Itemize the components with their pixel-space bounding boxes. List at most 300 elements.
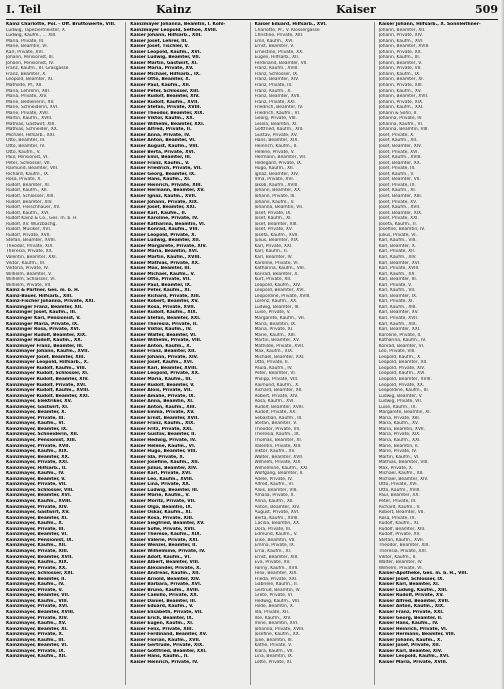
directory-entry: Leopold, Beamter, XI. bbox=[6, 77, 54, 83]
directory-entry: Heinrich, Kaufm., II. bbox=[254, 144, 298, 150]
directory-entry: Rudolf, Kaufm., XI. bbox=[378, 521, 420, 527]
directory-entry: Kaiser Fritz, Private, XXI. bbox=[130, 426, 193, 432]
directory-entry: Kainzmayer, Private, III. bbox=[6, 526, 66, 532]
directory-entry: Kaiser Rudolf, Beamter, XIV. bbox=[130, 94, 200, 100]
directory-entry: Peter, Private, III. bbox=[378, 499, 417, 505]
directory-entry: Kainzmayer, Beamter, XI. bbox=[6, 515, 68, 521]
directory-entry: Hilde, Beamtin, X. bbox=[254, 604, 295, 610]
directory-entry: Kaiser Johann, Private, XIV. bbox=[130, 354, 199, 360]
directory-entry: Johann, Beamter, XII. bbox=[378, 27, 426, 33]
directory-entry: Kaiser Oskar, Kaufm., XI. bbox=[130, 510, 192, 516]
directory-entry: Gisela, Beamtin, XI. bbox=[254, 121, 298, 127]
directory-entry: Johann, Beamter, XVIII. bbox=[378, 44, 430, 50]
directory-entry: Theodor, Private, VII. bbox=[254, 426, 301, 432]
directory-entry: Kainzmayer, Kaufm., VIII. bbox=[6, 598, 69, 604]
directory-entry: Theresia, Private, XX. bbox=[6, 249, 54, 255]
directory-entry: Georg, Private, VIII. bbox=[254, 116, 297, 122]
part-label: I. Teil bbox=[6, 3, 42, 16]
directory-entry: Kaiser Konrad, Kaufm., VIII. bbox=[130, 227, 200, 233]
directory-entry: Kaiser Franz, Private, XXI. bbox=[378, 609, 444, 615]
directory-entry: Kaiser Gertrude, Private, XIX. bbox=[130, 643, 204, 649]
directory-entry: Kaiser Florian, Kaufm., XVII. bbox=[130, 637, 201, 643]
directory-entry: Katharina, Kaufm., VIII. bbox=[254, 266, 306, 272]
directory-entry: Marie, Beamtin, II. bbox=[378, 443, 419, 449]
directory-entry: Franz, Beamter, XIV. bbox=[254, 77, 299, 83]
directory-entry: Johann, Private, VII. bbox=[378, 66, 422, 72]
directory-entry: Kainzmayer, Gastwirt, XV. bbox=[6, 510, 70, 516]
directory-entry: Rudolf, Private, XV. bbox=[378, 532, 421, 538]
directory-entry: Kaiser Franz, Kaufm., XIX. bbox=[130, 421, 196, 427]
directory-entry: Mathias, Schneider, XX. bbox=[6, 127, 59, 133]
directory-entry: Kaiser Adolf, Kaufm., VI. bbox=[130, 554, 191, 560]
directory-entry: Kaiser Karl, Beamter, XIV. bbox=[378, 648, 443, 654]
directory-entry: Franz, Private, III. bbox=[254, 83, 293, 89]
directory-entry: Kaiser Stefan, Private, XVIII. bbox=[130, 105, 202, 111]
directory-entry: Kaiser Bruno, Kaufm., XVIII. bbox=[130, 587, 200, 593]
directory-entry: Kaiser Leopold, Private, XX. bbox=[130, 371, 200, 377]
directory-entry: Karoline, Private, VI. bbox=[254, 260, 299, 266]
directory-entry: Johann, Kaufm., V. bbox=[254, 199, 295, 205]
directory-entry: Luise, Kaufm., IX. bbox=[378, 404, 417, 410]
directory-entry: Johann, Private, XIX. bbox=[378, 99, 424, 105]
directory-entry: Josef, Kaufm., XI. bbox=[378, 188, 417, 194]
directory-entry: Felix, Beamter, XIX. bbox=[254, 571, 298, 577]
directory-entry: Josef, Private, XV. bbox=[378, 199, 417, 205]
directory-entry: Josef, Beamter, XX. bbox=[378, 160, 422, 166]
directory-entry: Gertrud, Beamtin, IV. bbox=[254, 587, 301, 593]
directory-entry: Kaiser Stefan, Beamter, XXI. bbox=[130, 315, 201, 321]
directory-entry: Rosa, Kaufm., XVI. bbox=[254, 399, 295, 405]
directory-entry: Luise, Private, V. bbox=[254, 310, 291, 316]
directory-entry: Ludwig, Tapeziermeister, X. bbox=[6, 27, 67, 33]
directory-entry: Kainzinger Rudolf, Kaufm., XX. bbox=[6, 338, 83, 344]
directory-entry: Kaiser Alfred, Beamter, XVII. bbox=[378, 598, 450, 604]
directory-entry: Kainzmayer, Kaufm., IV. bbox=[6, 471, 65, 477]
directory-entry: Fanny, Kaufm., XVII. bbox=[254, 565, 299, 571]
directory-entry: Rudolf, Private, XVII. bbox=[6, 232, 51, 238]
directory-entry: Kaiser Theresia, Private, II. bbox=[130, 321, 198, 327]
directory-columns bbox=[6, 22, 498, 685]
directory-entry: Kaiser Rudolf, Kaufm., XIX. bbox=[130, 310, 198, 316]
directory-entry: Marie, Kaufm., XIII. bbox=[254, 332, 297, 338]
directory-entry: Kainzinger Rosa, Private, XVI. bbox=[6, 327, 81, 333]
directory-entry: Kaiser Friedrich, Private, VII. bbox=[130, 166, 202, 172]
directory-entry: Johann, Kaufm., III. bbox=[378, 55, 421, 61]
directory-entry: Kaiser Arnold, Beamter, XIV. bbox=[130, 576, 201, 582]
directory-entry: Kaiser Heinrich, Private, VI. bbox=[378, 626, 448, 632]
directory-entry: Kaiser Johann, Hilfsarb., XIII. bbox=[130, 33, 202, 39]
directory-entry: Kainzmayer, Beamter, VI. bbox=[6, 643, 68, 649]
directory-entry: Leopold, Beamter, XII. bbox=[378, 360, 428, 366]
directory-entry: Josef, Kaufm., XVIII. bbox=[378, 155, 422, 161]
directory-entry: Charlotte, Pr., V. Klossergasse bbox=[254, 27, 320, 33]
directory-entry: Kainzmayer, Schlosser, XXI. bbox=[6, 571, 74, 577]
directory-entry: Josef, Kaufm., XI. bbox=[254, 216, 292, 222]
directory-entry: Kaiser Amalie, Private, IX. bbox=[130, 393, 196, 399]
directory-entry: Ludwig, Beamter, V. bbox=[378, 393, 423, 399]
directory-entry: Josef, Beamter, XIII. bbox=[378, 193, 423, 199]
directory-entry: Johann, Pensionist, III. bbox=[6, 55, 55, 61]
directory-entry: Konrad, Beamter, VI. bbox=[378, 343, 425, 349]
directory-entry: Kainzmayer, Kaufm., XII. bbox=[6, 543, 67, 549]
directory-entry: Kaiser Olga, Beamtin, IX. bbox=[130, 504, 193, 510]
directory-entry: Kaiser Georg, Beamter, II. bbox=[378, 615, 443, 621]
directory-entry: Kainzmayer, Kaufm., VI. bbox=[6, 421, 66, 427]
directory-entry: Kainzmayer, Private, X. bbox=[6, 632, 64, 638]
directory-column-2 bbox=[130, 22, 250, 685]
directory-entry: Thomas, Beamter, XI. bbox=[254, 438, 303, 444]
directory-entry: Kaiser Hans, Kaufm., XI. bbox=[130, 177, 191, 183]
directory-entry: Kaiser Leopold, Kaufm., XVI. bbox=[130, 49, 202, 55]
directory-entry: Josef, Private, IX. bbox=[378, 182, 416, 188]
directory-entry: Frieda, Private, XXI. bbox=[254, 576, 298, 582]
directory-entry: Karl, Beamter, X. bbox=[378, 243, 417, 249]
directory-entry: Kainzmayer, Beamter, XI. bbox=[6, 626, 68, 632]
directory-entry: Kaiser Franz, Beamter, XII. bbox=[130, 349, 197, 355]
directory-entry: Kaiser Siegfried, Beamter, XV. bbox=[130, 521, 205, 527]
directory-entry: Rudolf, Beamter, XIII. bbox=[378, 526, 426, 532]
directory-entry: Johanna, Private, IV. bbox=[378, 116, 423, 122]
directory-entry: Kaiser Hermann, Beamter, VIII. bbox=[378, 632, 456, 638]
directory-entry: Karl, Kaufm., VII. bbox=[378, 288, 416, 294]
directory-entry: Kaiser Ignaz, Kaufm., XVII. bbox=[130, 193, 197, 199]
directory-entry: Kaiser Josef, Kaufm., XVI. bbox=[130, 360, 194, 366]
directory-entry: Kaiser Maria, Kaufm., III. bbox=[130, 377, 192, 382]
directory-entry: Eugen, Hilfsarb., XII. bbox=[254, 55, 300, 61]
directory-entry: Kaiser Wilhelmine, Private, IV. bbox=[130, 548, 206, 554]
directory-entry: Kainzmayer Rudolf, Beamter, XIV. bbox=[6, 377, 89, 382]
directory-entry: Kaiser Julius, Beamter, XIV. bbox=[130, 465, 198, 471]
directory-entry: Rudolf, Private, XX. bbox=[254, 410, 297, 416]
directory-entry: Kaiser Alexander, Private, X. bbox=[130, 565, 202, 571]
directory-entry: Kaiser Ludwig, Beamter, XII. bbox=[130, 238, 201, 244]
running-head-right: Kaiser bbox=[336, 3, 376, 16]
directory-entry: Christine, Private, XIII. bbox=[254, 33, 304, 39]
directory-entry: Lorenz, Kaufm., XX. bbox=[254, 299, 298, 305]
directory-column-4 bbox=[379, 22, 498, 685]
directory-entry: Kaiser Eduard, Kaufm., V. bbox=[130, 604, 194, 610]
directory-column-3 bbox=[255, 22, 375, 685]
directory-entry: Kaiser Camillo, Private, XX. bbox=[130, 593, 199, 599]
directory-entry: Erna, Kaufm., XI. bbox=[254, 548, 292, 554]
directory-entry: Kaiser Rudolf, Beamter, V. bbox=[130, 382, 195, 388]
directory-entry: Hildegard, Private, IX. bbox=[254, 160, 303, 166]
directory-entry: Kaiser Maria, Private, XV. bbox=[130, 66, 194, 72]
directory-entry: Karl, Private, XVIII. bbox=[378, 266, 420, 272]
directory-entry: Maria, Private, XIX. bbox=[378, 432, 421, 438]
directory-entry: Helene, Private, V. bbox=[254, 149, 295, 155]
directory-entry: Franz, Private, XXI. bbox=[254, 99, 296, 105]
directory-entry: Kaiser Michael, Hilfsarb., IX. bbox=[130, 71, 201, 77]
directory-entry: Leopold, Beamter, XVI. bbox=[254, 288, 305, 294]
directory-entry: Kaiser Anton, Kaufm., XIX. bbox=[378, 604, 445, 610]
directory-entry: Karl, Kaufm., XIX. bbox=[378, 321, 418, 327]
directory-entry: Johann, Beamter, XVII. bbox=[378, 94, 429, 100]
directory-entry: Friedrich, Kaufm., VI. bbox=[254, 110, 301, 116]
directory-entry: Johanna, Beamtin, VIII. bbox=[378, 127, 429, 133]
directory-entry: Katharina, Kaufm., IV. bbox=[378, 338, 427, 344]
directory-entry: Kaiser Wenzel, Beamter, II. bbox=[130, 543, 198, 549]
directory-entry: Karl, Private, XI. bbox=[378, 299, 414, 305]
directory-entry: Rudolf, XV. Wurzbachg. bbox=[6, 221, 57, 227]
directory-entry: Kaiser Theodor, Beamter, XIX. bbox=[130, 110, 205, 116]
directory-entry: Ferdinand, Beamter, VII. bbox=[254, 60, 308, 66]
directory-entry: Karl, Private, XVII. bbox=[378, 315, 419, 321]
directory-entry: Kaiser Rosa, Private, XIII. bbox=[130, 515, 194, 521]
directory-entry: Kaiser Gottfried, Beamter, XXI. bbox=[130, 648, 207, 654]
directory-entry: Kaiser Martin, Kaufm., XVIII. bbox=[130, 254, 202, 260]
directory-entry: Paula, Kaufm., IV. bbox=[254, 365, 293, 371]
directory-entry: Kaiser Paul, Beamter, IX. bbox=[130, 282, 192, 288]
directory-entry: Rudolf, Kaufm., XVI. bbox=[6, 210, 50, 216]
directory-entry: Maria, Kaufm., XV. bbox=[378, 421, 419, 427]
directory-entry: Friedrich, Beamter, IV. bbox=[254, 105, 304, 111]
directory-entry: Kaiser Anna, Beamtin, XI. bbox=[130, 399, 194, 405]
directory-entry: Paul, Pensionist, VI. bbox=[6, 155, 49, 161]
directory-entry: Kainz-Fischer Johanna, Private, XXI. bbox=[6, 299, 96, 305]
directory-entry: Alfred, Kaufm., VI. bbox=[254, 482, 295, 488]
directory-entry: Anna, Kaufm., XII. bbox=[254, 499, 294, 505]
directory-entry: Stefan, Beamter, V. bbox=[254, 421, 298, 427]
directory-entry: Emil, Kaufm., XVI. bbox=[254, 38, 294, 44]
directory-entry: Karl, Kaufm., XIV. bbox=[378, 254, 417, 260]
directory-entry: Kainz Charlotte, Pol. - Off. Bruttowerte, VIII. bbox=[6, 22, 116, 27]
directory-entry: Kaiser Otto, Private, VII. bbox=[130, 277, 191, 283]
directory-entry: Kaiser Rosa, Private, XVII. bbox=[130, 304, 196, 310]
directory-entry: Marie, Bedienerin, XV. bbox=[6, 99, 55, 105]
directory-entry: Kaiser Georg, Beamter, IX. bbox=[130, 171, 196, 177]
directory-entry: Maria, Kaufm., XXI. bbox=[378, 438, 421, 444]
directory-entry: Käthe, Private, V. bbox=[254, 643, 292, 649]
directory-entry: Grete, Private, VI. bbox=[254, 593, 294, 599]
directory-entry: Johanna, Beamtin, VII. bbox=[254, 205, 304, 211]
directory-entry: Karl, Private, XXI. bbox=[254, 243, 293, 249]
directory-entry: Klara, Kaufm., VII. bbox=[254, 648, 294, 654]
directory-entry: Kainzinger Josef, Kaufm., III. bbox=[6, 310, 77, 316]
directory-entry: Marie, Private, IV. bbox=[378, 449, 417, 455]
directory-entry: Johann, Private, III. bbox=[254, 193, 296, 199]
directory-entry: Kainzmayer, Kaufm., IV. bbox=[6, 582, 65, 588]
directory-entry: Josefa, Kaufm., XVII. bbox=[254, 232, 299, 238]
directory-entry: Ernst, Beamter, V. bbox=[254, 44, 295, 50]
directory-entry: Kaiser Paul, Kaufm., XII. bbox=[130, 83, 191, 89]
directory-entry: Leopold, Private, XX. bbox=[378, 382, 425, 388]
directory-entry: Peter, Schlosser, VII. bbox=[6, 160, 51, 166]
directory-entry: Kaiser Karl, Beamter, XVIII. bbox=[130, 365, 198, 371]
directory-entry: Mathias, Gastwirt, XIX. bbox=[6, 121, 56, 127]
directory-entry: Kaiser Emil, Beamter, III. bbox=[130, 155, 192, 161]
directory-entry: Franz, Beamter, XVII. bbox=[254, 94, 301, 100]
directory-entry: Irma, Private, XVI. bbox=[254, 177, 295, 183]
directory-entry: Josef, Private, XXI. bbox=[378, 216, 419, 222]
directory-entry: Marie, Beamtin, VI. bbox=[6, 44, 48, 50]
directory-entry: Max, Kaufm., XIX. bbox=[254, 349, 294, 355]
directory-entry: Rosa, Private, IX. bbox=[378, 515, 416, 521]
directory-entry: Michael, Beamter, XXI. bbox=[254, 354, 305, 360]
directory-entry: Kaiser Alois, Private, VII. bbox=[130, 388, 192, 394]
directory-entry: Theresia, Private, XXI. bbox=[378, 548, 428, 554]
directory-entry: Alois, Beamter, VIII. bbox=[254, 487, 298, 493]
directory-entry: Kainzmayer Johann, Kaufm., XVII. bbox=[6, 349, 90, 355]
directory-entry: Johann, Beamter, XI. bbox=[378, 77, 424, 83]
directory-entry: Rudolf, Beamter, XVIII. bbox=[254, 404, 305, 410]
directory-entry: Max, Private, X. bbox=[378, 465, 414, 471]
directory-column-1 bbox=[6, 22, 126, 685]
directory-entry: Kaiser Richard, Private, XIII. bbox=[130, 293, 201, 299]
directory-entry: Theresia, Kaufm., IX. bbox=[254, 432, 301, 438]
directory-entry: Jakob, Kaufm., XVIII. bbox=[254, 182, 299, 188]
directory-entry: Karl, Beamter, IV. bbox=[254, 254, 293, 260]
directory-entry: Johann, Pensionist, IV. bbox=[6, 60, 54, 66]
directory-entry: Kaiser Johann, Private, XIX. bbox=[130, 199, 199, 205]
directory-entry: Josefine, Kaufm., XX. bbox=[254, 632, 301, 638]
directory-entry: Kainzmayer, Schlosser, VIII. bbox=[6, 487, 74, 493]
directory-entry: Kainzmayer Leopold, Hilfsarb., X. bbox=[6, 360, 89, 366]
directory-entry: Kaiser Heinrich, Private, XIII. bbox=[130, 182, 203, 188]
directory-entry: Kainzmayer, Beamter, XVI. bbox=[6, 493, 72, 499]
directory-entry: Ernst, Beamter, XIII. bbox=[254, 554, 299, 560]
directory-entry: Stefan, Beamter, XVIII. bbox=[6, 238, 57, 244]
directory-entry: Kaiser Ernst, Beamter, XVII. bbox=[130, 415, 199, 421]
directory-entry: Martin, Beamter, XV. bbox=[254, 338, 300, 344]
directory-entry: Franz, Kaufm., XVIII. bbox=[254, 66, 299, 72]
directory-entry: Kainzinger Rudolf, Beamter, XIX. bbox=[6, 332, 87, 338]
directory-entry: Kaiser Eduard, Hilfsarb., XVI. bbox=[254, 22, 327, 27]
directory-entry: Margarete, Beamtin, XI. bbox=[378, 410, 431, 416]
directory-entry: Leopold, Private, XIV. bbox=[378, 365, 426, 371]
page-header bbox=[6, 3, 498, 20]
directory-entry: Ludwig, Kaufm., ... XIII. bbox=[6, 33, 57, 39]
directory-entry: Kaiser Josef, Private, XII. bbox=[378, 643, 441, 649]
directory-entry: Johann & Sohn, II. bbox=[378, 110, 418, 116]
directory-entry: Michael, Hilfsarb., XXI. bbox=[6, 132, 56, 138]
directory-entry: Kaiser Viktor, Kaufm., XX. bbox=[130, 116, 195, 122]
directory-entry: Maria, Beamtin, IX. bbox=[254, 321, 297, 327]
directory-entry: Kainzmayer, Private, XVI. bbox=[6, 604, 69, 610]
directory-entry: Kaiser Peter, Kaufm., XI. bbox=[130, 288, 191, 294]
directory-entry: Leopold, Kaufm., XVI. bbox=[378, 371, 426, 377]
directory-entry: Richard, Beamter, XII. bbox=[254, 388, 303, 394]
directory-entry: Maria, Private, XIII. bbox=[378, 415, 421, 421]
directory-entry: Konrad, Beamter, X. bbox=[254, 271, 299, 277]
directory-entry: Gustav, Private, XV. bbox=[254, 132, 298, 138]
directory-entry: Ignaz, Beamter, XIV. bbox=[254, 171, 299, 177]
directory-entry: Kaiser Josef, Schlosser, IX. bbox=[378, 576, 445, 582]
directory-entry: Johann, Beamter, XX. bbox=[254, 188, 302, 194]
directory-entry: Josef, Private, IX. bbox=[254, 210, 292, 216]
directory-entry: Paul, Beamter, XX. bbox=[378, 493, 420, 499]
directory-entry: Julius, Beamter, XIX. bbox=[254, 238, 300, 244]
directory-entry: Philipp, Private, VIII. bbox=[254, 377, 299, 382]
directory-entry: Karl, Kaufm., XX. bbox=[378, 271, 416, 277]
directory-entry: Josef, Private, XVI. bbox=[378, 149, 419, 155]
directory-entry: Edmund, Kaufm., V. bbox=[254, 532, 298, 538]
directory-entry: Wilhelmine, Kaufm., XXI. bbox=[254, 465, 309, 471]
directory-entry: Kaiser Moritz, Private, VII. bbox=[130, 499, 196, 505]
directory-entry: Otto, Private, XVI. bbox=[378, 482, 418, 488]
directory-entry: Kainzmayer Rudolf, Private, XVI. bbox=[6, 382, 87, 388]
directory-entry: Kainzmayer Rudolf, Schlosser, XI. bbox=[6, 371, 89, 377]
directory-entry: Kaiser Ferdinand, Beamter, XV. bbox=[130, 632, 208, 638]
directory-entry: Kaiser Hugo, Beamter, VIII. bbox=[130, 449, 198, 455]
directory-entry: Kainzmayer, Kaufm., XV. bbox=[6, 621, 67, 627]
directory-entry: Kaiser Hans, Kaufm., II. bbox=[130, 654, 189, 660]
directory-entry: Elise, Beamtin, VII. bbox=[254, 537, 296, 543]
directory-entry: Irene, Beamtin, XVI. bbox=[254, 621, 299, 627]
directory-entry: Johann, Kaufm., IX. bbox=[378, 71, 421, 77]
directory-entry: Kaiser Viktor, Kaufm., IV. bbox=[130, 327, 192, 333]
directory-entry: Wilhelm, Schlosser, VI. bbox=[6, 277, 56, 283]
directory-entry: Kainzmayer, Pensionist, XIII. bbox=[6, 438, 77, 444]
directory-entry: Kainz & Partner, Ges. m. b. H. bbox=[6, 288, 80, 294]
directory-entry: Kaiser Josef, Lehrer, III. bbox=[130, 38, 188, 44]
directory-entry: Walter, Beamter, XVII. bbox=[254, 454, 304, 460]
directory-entry: Kaiser Lina, Private, XX. bbox=[130, 482, 191, 488]
directory-entry: Josefine, Beamtin, IV. bbox=[378, 227, 426, 233]
directory-entry: Leopoldine, Kaufm., III. bbox=[378, 388, 430, 394]
directory-entry: Ludwig, Beamter, III. bbox=[254, 304, 300, 310]
directory-entry: Rudolf Kainz & Co., Ges. m. b. H. bbox=[6, 216, 78, 222]
directory-entry: Dora, Private, III. bbox=[254, 526, 292, 532]
directory-entry: Theodor, Private, XIX. bbox=[6, 243, 54, 249]
directory-entry: Kainzinger Franz, Beamter, XII. bbox=[6, 304, 83, 310]
directory-entry: Kainzmayer, Beamter, V. bbox=[6, 476, 66, 482]
directory-entry: Kainzmayer, Beamter, VI. bbox=[6, 532, 68, 538]
directory-entry: Kaiser Walter, Beamter, VI. bbox=[130, 332, 197, 338]
directory-entry: Karl, Beamter, IX. bbox=[378, 293, 418, 299]
directory-entry: Kainzmayer Franz, Beamter, III. bbox=[6, 343, 84, 349]
directory-entry: Kaiser Hedwig, Private, IV. bbox=[130, 438, 197, 444]
directory-entry: Kaiser Josef, Beamter, XXI. bbox=[130, 205, 197, 211]
directory-entry: Kaiser Otto, Beamter, X. bbox=[130, 77, 191, 83]
directory-entry: Kaiser Karl, Beamter, XI. bbox=[378, 582, 440, 588]
directory-entry: Kaiser Andreas, Kaufm., XII. bbox=[130, 571, 201, 577]
directory-entry: Kainzmayer, Private, V. bbox=[6, 587, 63, 593]
directory-entry: Kaiser Michael, Kaufm., V. bbox=[130, 271, 195, 277]
directory-entry: Kainzmayer, Gastwirt, XI. bbox=[6, 404, 69, 410]
directory-entry: Richard, Kaufm., V. bbox=[378, 504, 421, 510]
directory-entry: Kainzmayer, Beamter, XVII. bbox=[6, 554, 73, 560]
directory-entry: Franz, Schlosser, IX. bbox=[254, 71, 299, 77]
directory-entry: Josef, Kaufm., XII. bbox=[378, 138, 418, 144]
directory-entry: Michael, Beamter, XIV. bbox=[378, 476, 429, 482]
directory-entry: Kaiser Alfred, Private, II. bbox=[130, 127, 192, 133]
directory-entry: Kaiser Maria, Beamtin, XVI. bbox=[130, 249, 199, 255]
directory-entry: Kaiser Ludwig, Beamter, III. bbox=[130, 487, 199, 493]
directory-entry: Julius, Private, VI. bbox=[378, 232, 417, 238]
directory-entry: Otto, Kaufm., V. bbox=[6, 149, 41, 155]
directory-entry: Karl, Beamter, XV. bbox=[378, 310, 419, 316]
directory-entry: Julie, Beamtin, III. bbox=[254, 637, 293, 643]
directory-entry: Karl, Beamter, XXI. bbox=[378, 327, 421, 333]
directory-entry: Franz, Kaufm., X. bbox=[254, 88, 292, 94]
directory-entry: Karl, Kaufm., VIII. bbox=[378, 238, 417, 244]
directory-entry: Martin, Kaufm., VI. bbox=[378, 454, 420, 460]
directory-entry: Kainzmayer Rudolf, Beamter, XXI. bbox=[6, 393, 90, 399]
directory-entry: Kaiser Sofie, Private, XVII. bbox=[130, 526, 196, 532]
directory-entry: Franz, Kaufm., III. Grasgasse bbox=[6, 66, 69, 72]
directory-entry: Margarete, Kaufm., VII. bbox=[254, 315, 306, 321]
directory-entry: Maria, Private, III. bbox=[6, 38, 45, 44]
directory-entry: Kaiser Anton, Kaufm., XIII. bbox=[130, 404, 197, 410]
directory-entry: Karl, Kaufm., II. bbox=[254, 249, 289, 255]
directory-entry: Johanna, Kaufm., VI. bbox=[378, 121, 424, 127]
directory-entry: Kaiser Rudolf, Private, XV. bbox=[378, 593, 444, 599]
directory-entry: Kainzmayer, Kaufm., III. bbox=[6, 637, 65, 643]
directory-entry: Kainzmayer, Kaufm., XIX. bbox=[6, 560, 69, 566]
directory-entry: Hans, Beamter, XIX. bbox=[254, 138, 299, 144]
directory-entry: Kaiser Anna, Private, IV. bbox=[130, 132, 191, 138]
